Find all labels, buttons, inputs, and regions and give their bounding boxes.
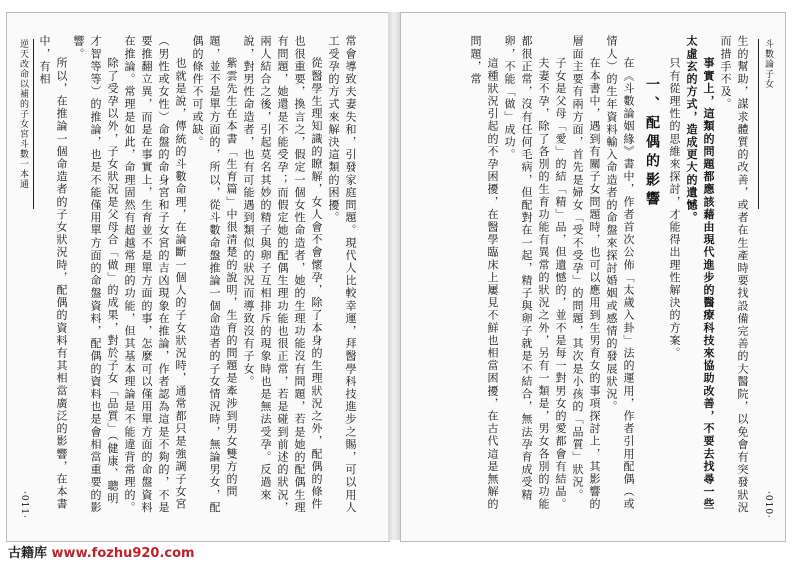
body-paragraph: 除了受孕以外，子女狀況是父母合「做」的成果，對於子女「品質」（健康、聰明才智等等）的推論，也是不能僅用單方面的命盤資料，配偶的資料也是會相當重要的影響。 bbox=[72, 35, 119, 514]
body-paragraph: 子女是父母「愛」的結「精」品，但遺憾的，並不是每一對男女的愛都會有結晶。 bbox=[554, 57, 567, 511]
left-page-number: ·011· bbox=[19, 491, 29, 519]
body-paragraph: 只有從理性的思維來探討，才能得出理性解決的方案。 bbox=[668, 57, 681, 360]
body-paragraph: 生的幫助，謀求體質的改善，或者在生產時要找設備完善的大醫院，以免會有突發狀況而措手不及。 bbox=[719, 35, 749, 514]
right-page-body bbox=[421, 35, 751, 515]
left-running-head: 逆天改命以補的子女宮斗數一本通 bbox=[17, 39, 34, 209]
body-paragraph: 事實上，這類的問題都應該藉由現代進步的醫療科技來協助改善，不要去找尋一些太虛玄的方式，造成更大的遺憾。 bbox=[685, 35, 715, 511]
section-title: 一、配偶的影響 bbox=[644, 77, 660, 210]
body-paragraph: 常會導致夫妻失和，引發家庭問題。現代人比較幸運，拜醫學科技進步之賜，可以用人工受孕的方式來解決這類的困擾。 bbox=[327, 35, 357, 514]
body-paragraph: 在本書中，遇到有關子女問題時，也可以應用到生男育女的事項探討上，其影響的層面主要有兩方面，首先是婦女「受不受孕」的問題，其次是小孩的「品質」狀況。 bbox=[571, 35, 601, 511]
left-page-body bbox=[27, 35, 359, 515]
right-running-head: 斗數論子女 bbox=[758, 39, 775, 209]
body-paragraph: 也就是說，傳統的斗數命理，在論斷一個人的子女狀況時，通常都只是強調子女宮（男性或女性）命盤的命身宮和子女宮的吉凶現象在推論，作者認為這是不夠的，不是要推翻立異，而是在事實上，生育並不是單方面的事，怎麼可以僅用單方面的命盤資料在推論。常理是如此，命理固然有超越常理的功能，但其基本理論是不能違背常理的。 bbox=[123, 35, 187, 514]
body-paragraph: 在《斗數論姻緣》書中，作者首次公佈「太歲入卦」法的運用，作者引用配偶（或情人）的生年資料輸入命造者的命盤來探討婚姻或感情的發展狀況。 bbox=[605, 35, 635, 511]
left-page bbox=[6, 12, 390, 542]
body-paragraph: 所以，在推論一個命造者的子女狀況時，配偶的資料有其相當廣泛的影響，在本書中，有相 bbox=[38, 35, 68, 511]
body-paragraph: 紫雲先生在本書「生育篇」中很清楚的說明，生育的問題是牽涉到男女雙方的問題，並不是單方面的，所以，從斗數命盤推論一個命造者的子女情況時，無論男女，配偶的條件不可或缺。 bbox=[191, 35, 238, 514]
watermark-url: www.fozhu920.com bbox=[51, 546, 195, 561]
watermark-label: 古籍库 bbox=[8, 546, 48, 561]
body-paragraph: 這種狀況引起的不孕困擾，在醫學臨床上屢見不鮮也相當困擾，在古代這是無解的問題，常 bbox=[469, 35, 499, 511]
body-paragraph: 夫妻不孕，除了各別的生育功能有異常的狀況之外，另有一類是，男女各別的功能都很正常，沒有任何毛病，但配對在一起，精子與卵子就是不結合，無法孕育成受精卵，不能「做」成功。 bbox=[503, 35, 550, 511]
right-page bbox=[400, 12, 786, 542]
site-watermark bbox=[4, 542, 199, 561]
body-paragraph: 從醫學生理知識的瞭解，女人會不會懷孕，除了本身的生理狀況之外，配偶的條件也很重要，換言之，假定一個女性命造者，她的生理功能沒有問題，若是她的配偶生理有問題，她還是不能受孕；而假定她的配偶生理功能也很正常，若是碰到前述的狀況，兩人結合之後，引起莫名其妙的精子與卵子互相排斥的現象時也是無法受孕。反過來說，對男性命造者，也有可能遇到類似的狀況而導致沒有子女。 bbox=[242, 35, 323, 514]
right-page-number: ·010· bbox=[763, 491, 773, 519]
book-gutter bbox=[388, 12, 400, 540]
